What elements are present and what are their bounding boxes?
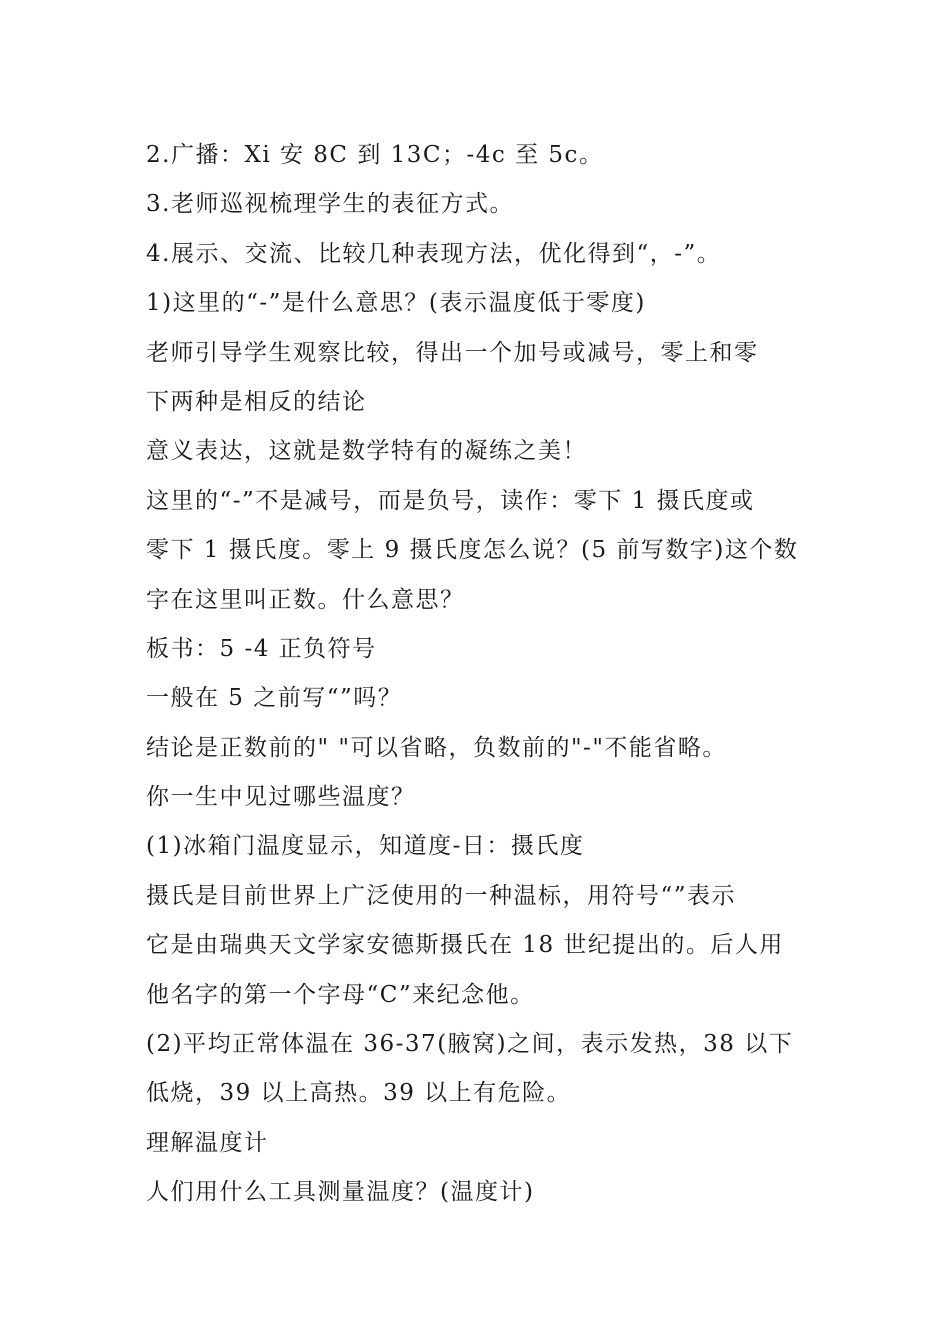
document-body [146, 131, 816, 1218]
text-line: 1)这里的“-”是什么意思？(表示温度低于零度) [146, 290, 646, 317]
text-line: 2.广播：Xi 安 8C 到 13C；-4c 至 5c。 [146, 142, 604, 168]
text-line: 它是由瑞典天文学家安德斯摄氏在 18 世纪提出的。后人用 [146, 932, 784, 959]
text-line: 板书：5 -4 正负符号 [146, 635, 377, 662]
text-line: 他名字的第一个字母“C”来纪念他。 [146, 981, 535, 1008]
text-line: 一般在 5 之前写“”吗？ [146, 685, 403, 712]
text-line: 意义表达，这就是数学特有的凝练之美！ [146, 438, 587, 465]
text-line: 你一生中见过哪些温度？ [146, 784, 416, 811]
text-line: 老师引导学生观察比较，得出一个加号或减号，零上和零 [146, 339, 759, 366]
text-line: 零下 1 摄氏度。零上 9 摄氏度怎么说？(5 前写数字)这个数 [146, 537, 799, 564]
text-line: 人们用什么工具测量温度？(温度计) [146, 1179, 535, 1206]
text-line: 下两种是相反的结论 [146, 388, 367, 415]
text-line: 结论是正数前的" "可以省略，负数前的"-"不能省略。 [146, 734, 727, 761]
text-line: 低烧，39 以上高热。39 以上有危险。 [146, 1080, 572, 1107]
text-line: (2)平均正常体温在 36-37(腋窝)之间，表示发热，38 以下 [146, 1031, 794, 1058]
text-line: 3.老师巡视梳理学生的表征方式。 [146, 191, 514, 218]
text-line: 这里的“-”不是减号，而是负号，读作：零下 1 摄氏度或 [146, 487, 755, 514]
text-line: 摄氏是目前世界上广泛使用的一种温标，用符号“”表示 [146, 882, 737, 909]
text-line: 理解温度计 [146, 1129, 269, 1156]
text-line: (1)冰箱门温度显示，知道度-日：摄氏度 [146, 833, 585, 860]
text-line: 4.展示、交流、比较几种表现方法，优化得到“，-”。 [146, 240, 722, 267]
text-line: 字在这里叫正数。什么意思？ [146, 586, 465, 613]
